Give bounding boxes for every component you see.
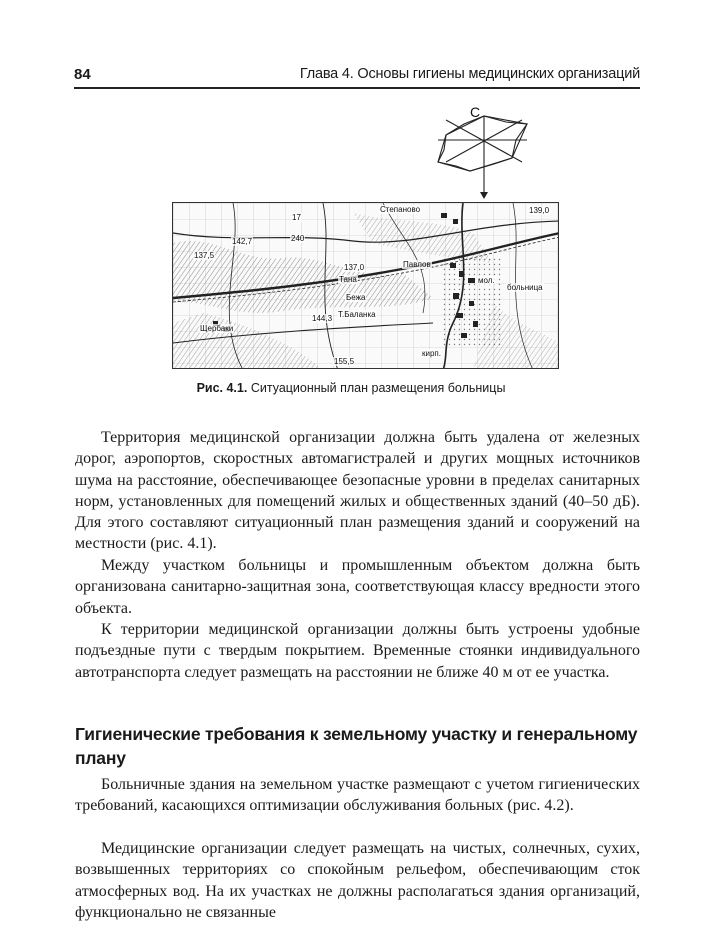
map-label-height: 240 bbox=[291, 234, 305, 243]
header-rule bbox=[74, 87, 640, 89]
map-label-bolnitsa: больница bbox=[507, 283, 543, 292]
map-label-tana: Тана bbox=[339, 275, 357, 284]
map-label-height: 137,0 bbox=[344, 263, 365, 272]
map-label-height: 139,0 bbox=[529, 206, 550, 215]
map-label-height: 137,5 bbox=[194, 251, 215, 260]
compass-rose-icon bbox=[430, 100, 555, 200]
situational-map bbox=[172, 202, 559, 369]
map-label-height: 155,5 bbox=[334, 357, 355, 366]
map-label-pavlov: Павлов bbox=[403, 260, 431, 269]
compass-north-label: С bbox=[470, 104, 481, 120]
map-label-height: 17 bbox=[292, 213, 301, 222]
figure-caption-text: Ситуационный план размещения больницы bbox=[250, 381, 506, 395]
map-label-bezha: Бежа bbox=[346, 293, 366, 302]
running-head: Глава 4. Основы гигиены медицинских организаций bbox=[299, 66, 640, 82]
map-label-kirp: кирп. bbox=[422, 349, 441, 358]
section-heading: Гигиенические требования к земельному участку и генеральному плану bbox=[75, 724, 638, 768]
map-label-height: 142,7 bbox=[232, 237, 253, 246]
body-paragraph: Между участком больницы и промышленным объектом должна быть организована санитарно-защитная зона, соответствующая классу вредности этого объекта. bbox=[75, 557, 640, 617]
figure-number: Рис. 4.1. bbox=[196, 381, 248, 395]
figure-caption bbox=[0, 381, 702, 395]
body-paragraph: Медицинские организации следует размещать на чистых, солнечных, сухих, возвышенных территориях со спокойным рельефом, обеспечивающим сток атмосферных вод. На их участках не должны располагаться здания организаций, функционально не связанные bbox=[75, 840, 640, 921]
page-number: 84 bbox=[74, 66, 91, 83]
map-label-mol: мол. bbox=[478, 276, 495, 285]
map-label-sherbaki: Щербаки bbox=[200, 324, 234, 333]
map-drawing bbox=[173, 203, 559, 369]
map-label-stepanovo: Степаново bbox=[380, 205, 421, 214]
page-header bbox=[74, 64, 640, 88]
body-paragraph: Территория медицинской организации должна быть удалена от железных дорог, аэропортов, скоростных автомагистралей и других мощных источников шума на расстояние, обеспечивающее безопасные уровни в пределах санитарных норм, установленных для помещений жилых и общественных зданий (40–50 дБ). Для этого составляют ситуационный план размещения зданий и сооружений на местности (рис. 4.1). bbox=[75, 429, 640, 553]
body-paragraph: К территории медицинской организации должны быть устроены удобные подъездные пути с твердым покрытием. Временные стоянки индивидуального автотранспорта следует размещать на расстоянии не ближе 40 м от ее участка. bbox=[75, 621, 640, 681]
map-label-balanka: Т.Баланка bbox=[338, 310, 376, 319]
body-paragraph: Больничные здания на земельном участке размещают с учетом гигиенических требований, касающихся оптимизации обслуживания больных (рис. 4.2). bbox=[75, 776, 640, 815]
map-label-height: 144,3 bbox=[312, 314, 333, 323]
